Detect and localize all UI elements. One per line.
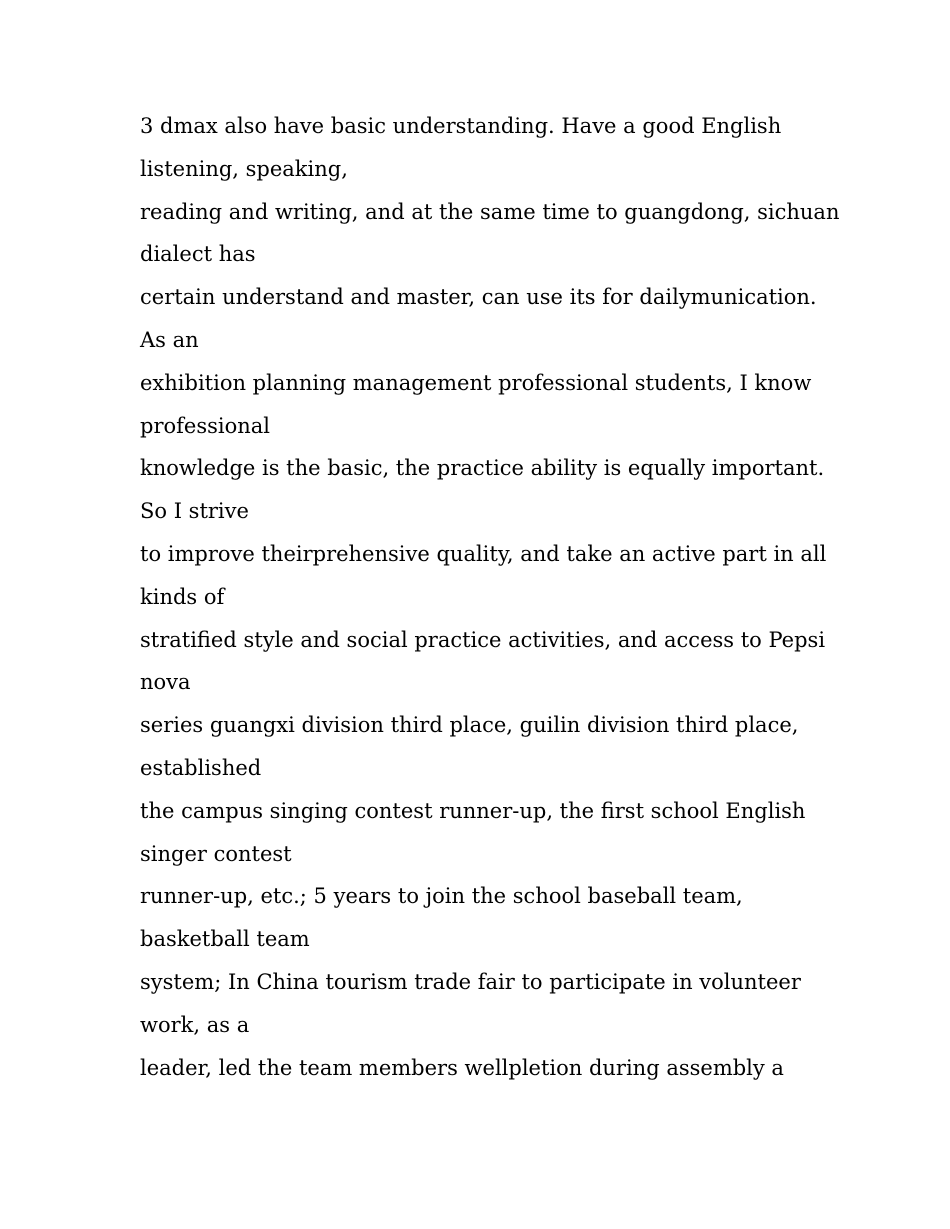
- text-line: certain understand and master, can use its for dailymunication.: [140, 285, 817, 310]
- text-line: knowledge is the basic, the practice ability is equally important.: [140, 456, 825, 481]
- text-line: professional: [140, 413, 270, 438]
- text-line: kinds of: [140, 584, 225, 609]
- body-text: [140, 105, 840, 1089]
- text-line: 3 dmax also have basic understanding. Have a good English: [140, 114, 782, 138]
- text-line: system; In China tourism trade fair to participate in volunteer: [140, 969, 801, 994]
- text-line: established: [140, 755, 262, 780]
- text-line: leader, led the team members wellpletion during assembly a: [140, 1055, 784, 1080]
- text-line: reading and writing, and at the same time to guangdong, sichuan: [140, 199, 840, 224]
- text-line: to improve theirprehensive quality, and take an active part in all: [140, 541, 827, 566]
- text-line: work, as a: [140, 1012, 250, 1037]
- text-line: series guangxi division third place, guilin division third place,: [140, 713, 799, 738]
- text-line: So I strive: [140, 499, 249, 524]
- text-line: the campus singing contest runner-up, the first school English: [140, 798, 806, 823]
- text-line: stratified style and social practice activities, and access to Pepsi: [140, 627, 826, 652]
- text-line: listening, speaking,: [140, 156, 348, 181]
- text-line: dialect has: [140, 242, 256, 267]
- text-line: As an: [140, 327, 199, 352]
- text-line: basketball team: [140, 927, 310, 952]
- text-line: nova: [140, 670, 191, 695]
- text-line: runner-up, etc.; 5 years to join the school baseball team,: [140, 884, 743, 909]
- text-line: singer contest: [140, 841, 292, 866]
- text-line: exhibition planning management professional students, I know: [140, 370, 812, 395]
